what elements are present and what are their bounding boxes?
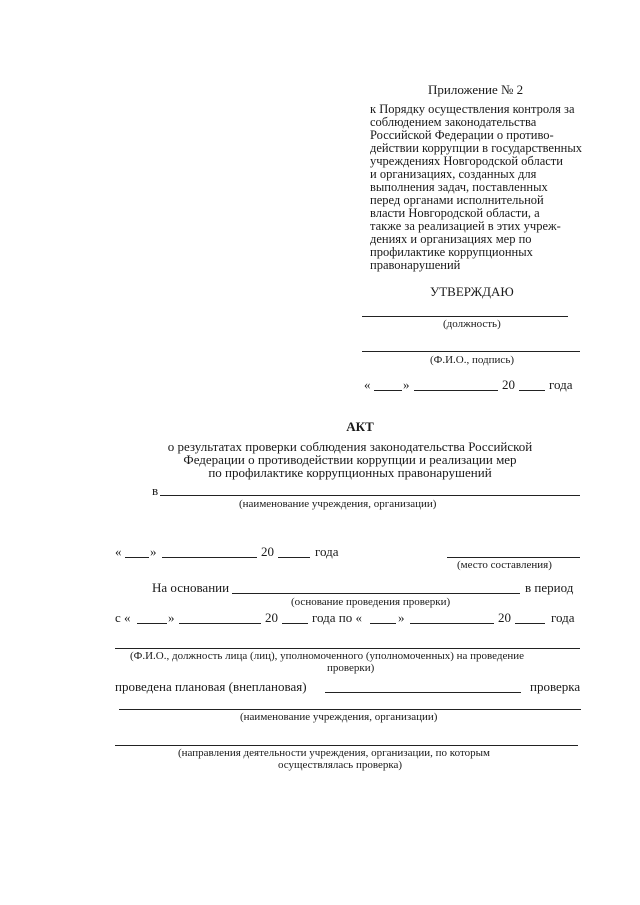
act-subtitle	[0, 440, 640, 479]
appendix-line: и организациях, созданных для	[370, 167, 537, 181]
period-close-quote2: »	[398, 610, 405, 625]
inspectors-caption-2: проверки)	[327, 662, 375, 674]
approval-date-close-quote: »	[403, 377, 410, 392]
period-from: с «	[115, 610, 131, 625]
act-year-line	[278, 557, 310, 558]
appendix-line: профилактике коррупционных	[370, 245, 533, 259]
act-year-prefix: 20	[261, 544, 274, 559]
appendix-line: действии коррупции в государственных	[370, 141, 582, 155]
period-yr2-line	[515, 623, 545, 624]
period-month2-line	[410, 623, 494, 624]
period-mid: года по «	[312, 610, 362, 625]
org-caption: (наименование учреждения, организации)	[239, 498, 437, 510]
appendix-text	[370, 103, 590, 272]
appendix-line: перед органами исполнительной	[370, 193, 544, 207]
basis-caption: (основание проведения проверки)	[291, 596, 451, 608]
approval-title: УТВЕРЖДАЮ	[430, 284, 514, 299]
approval-day-line	[374, 390, 402, 391]
appendix-line: власти Новгородской области, а	[370, 206, 540, 220]
approval-date-open-quote: «	[364, 377, 371, 392]
inspectors-line	[115, 648, 580, 649]
approval-year-suffix: года	[549, 377, 573, 392]
in-prefix: в	[152, 483, 159, 498]
basis-label: На основании	[152, 580, 230, 595]
position-line	[362, 316, 568, 317]
period-year1: 20	[265, 610, 278, 625]
appendix-line: соблюдением законодательства	[370, 115, 537, 129]
act-date-open-quote: «	[115, 544, 122, 559]
conducted-line	[325, 692, 521, 693]
appendix-line: к Порядку осуществления контроля за	[370, 102, 575, 116]
act-year-suffix: года	[315, 544, 339, 559]
period-yr1-line	[282, 623, 308, 624]
appendix-line: дениях и организациях мер по	[370, 232, 532, 246]
place-caption: (место составления)	[457, 559, 552, 571]
approval-month-line	[414, 390, 498, 391]
appendix-line: правонарушений	[370, 258, 461, 272]
direction-line	[115, 745, 578, 746]
period-month1-line	[179, 623, 261, 624]
place-line	[447, 557, 580, 558]
period-day1-line	[137, 623, 167, 624]
act-subtitle-line: по профилактике коррупционных правонарушений	[208, 465, 492, 480]
period-close-quote: »	[168, 610, 175, 625]
act-title: АКТ	[346, 419, 374, 434]
appendix-line: Российской Федерации о противо-	[370, 128, 554, 142]
direction-caption-1: (направления деятельности учреждения, организации, по которым	[178, 747, 490, 759]
position-caption: (должность)	[443, 318, 501, 330]
approval-year-prefix: 20	[502, 377, 515, 392]
act-month-line	[162, 557, 257, 558]
appendix-line: учреждениях Новгородской области	[370, 154, 563, 168]
act-date-close-quote: »	[150, 544, 157, 559]
org-line	[160, 495, 580, 496]
act-subtitle-line: Федерации о противодействии коррупции и реализации мер	[183, 452, 517, 467]
appendix-line: также за реализацией в этих учреж-	[370, 219, 561, 233]
act-day-line	[125, 557, 149, 558]
org-caption-2: (наименование учреждения, организации)	[240, 711, 438, 723]
name-signature-caption: (Ф.И.О., подпись)	[430, 354, 514, 366]
direction-caption-2: осуществлялась проверка)	[278, 759, 403, 771]
basis-line	[232, 593, 520, 594]
org-line-2	[119, 709, 581, 710]
appendix-line: выполнения задач, поставленных	[370, 180, 548, 194]
act-subtitle-line: о результатах проверки соблюдения законодательства Российской	[167, 439, 533, 454]
basis-suffix: в период	[525, 580, 574, 595]
conducted-label: проведена плановая (внеплановая)	[115, 679, 307, 694]
inspectors-caption-1: (Ф.И.О., должность лица (лиц), уполномоченного (уполномоченных) на проведение	[130, 650, 525, 662]
approval-year-line	[519, 390, 545, 391]
conducted-suffix: проверка	[530, 679, 581, 694]
period-day2-line	[370, 623, 396, 624]
appendix-title: Приложение № 2	[428, 82, 524, 97]
name-signature-line	[362, 351, 580, 352]
period-year2: 20	[498, 610, 511, 625]
period-end: года	[551, 610, 575, 625]
